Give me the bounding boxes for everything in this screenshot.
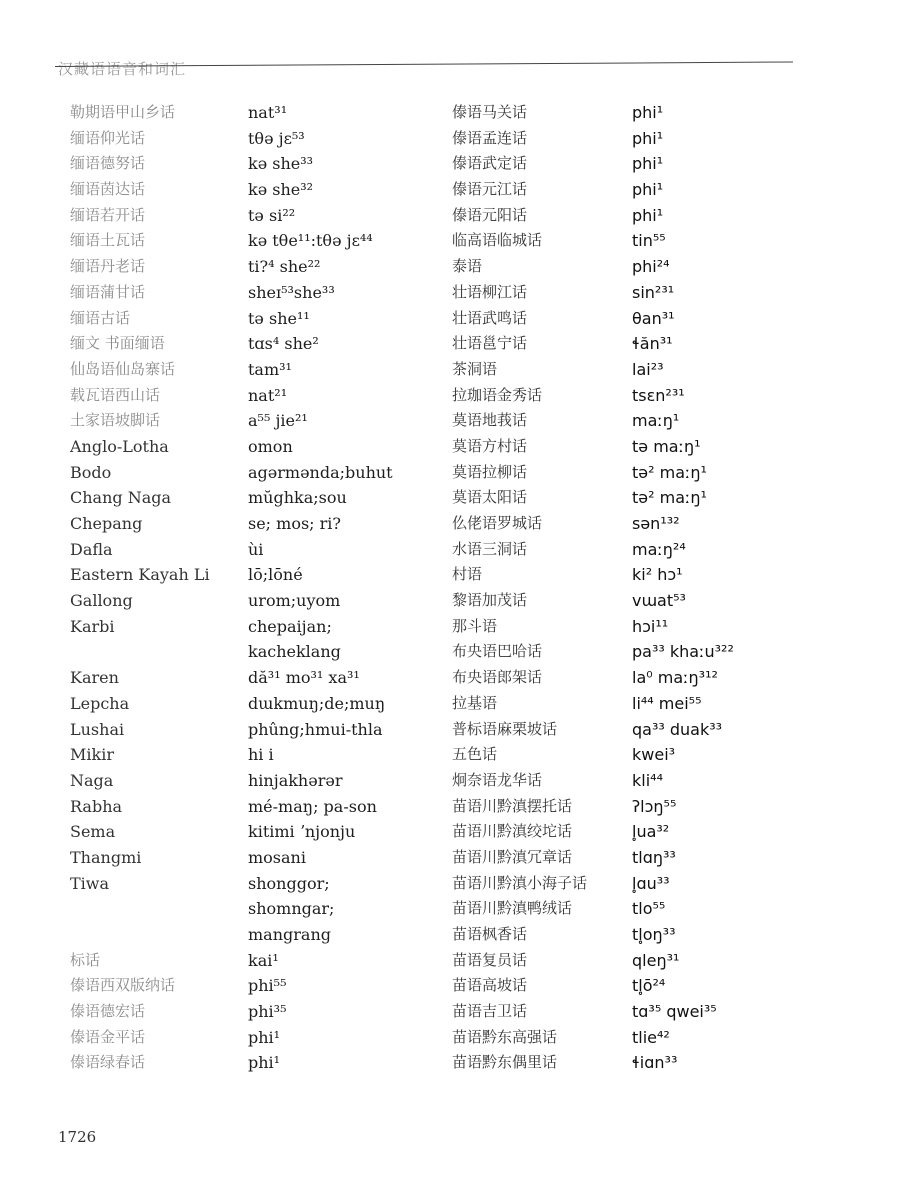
- word-form: kitimi ʼnjonju: [248, 822, 356, 842]
- word-form: tl̥oŋ³³: [632, 925, 676, 944]
- language-name: 傣语孟连话: [452, 128, 528, 147]
- language-name: 土家语坡脚话: [70, 411, 161, 430]
- language-name: Anglo-Lotha: [70, 436, 169, 456]
- language-name: 壮语柳江话: [452, 282, 528, 301]
- language-name: 傣语元江话: [452, 180, 528, 199]
- word-form: phi¹: [248, 1053, 281, 1073]
- word-form: sheɪ⁵³she³³: [248, 282, 335, 302]
- word-form: mosani: [248, 847, 306, 867]
- word-form: l̥ɑu³³: [632, 873, 670, 893]
- language-name: Chepang: [70, 514, 143, 533]
- language-name: 缅语若开话: [70, 205, 146, 224]
- word-form: tə she¹¹: [248, 308, 310, 328]
- word-form: kli⁴⁴: [632, 770, 663, 790]
- language-name: Thangmi: [70, 847, 142, 867]
- language-name: 苗语枫香话: [452, 925, 528, 943]
- word-form: nat³¹: [248, 103, 288, 122]
- word-form: ɬăn³¹: [632, 334, 673, 354]
- word-form: tɑs⁴ she²: [248, 334, 319, 354]
- language-name: 缅语德努话: [70, 154, 146, 173]
- language-name: Mikir: [70, 745, 114, 765]
- word-form: tsɛn²³¹: [632, 385, 685, 405]
- word-form: qa³³ duak³³: [632, 719, 723, 739]
- language-name: Eastern Kayah Li: [70, 565, 210, 585]
- word-form: lō;lōné: [248, 565, 303, 585]
- word-form: kə she³³: [248, 154, 314, 174]
- language-name: 苗语黔东高强话: [452, 1027, 558, 1046]
- left-language-column: [70, 100, 240, 1076]
- language-name: Rabha: [70, 796, 123, 816]
- language-name: 莫语拉柳话: [452, 462, 528, 481]
- language-name: Gallong: [70, 591, 133, 611]
- language-name: 苗语川黔滇冗章话: [452, 847, 573, 866]
- language-name: [70, 922, 240, 948]
- word-form: dă³¹ mo³¹ xa³¹: [248, 668, 360, 688]
- right-language-column: [452, 100, 622, 1076]
- language-name: 缅语古话: [70, 308, 131, 327]
- word-form: tθə jɛ⁵³: [248, 128, 305, 148]
- word-form: phi²⁴: [632, 257, 670, 277]
- language-name: Bodo: [70, 462, 112, 482]
- language-name: [70, 639, 240, 665]
- word-form: phi¹: [632, 205, 664, 225]
- running-header: 汉藏语语音和词汇: [58, 60, 187, 78]
- word-form: tə² maːŋ¹: [632, 462, 707, 482]
- language-name: 苗语川黔滇鸭绒话: [452, 899, 573, 918]
- language-name: 黎语加茂话: [452, 591, 528, 610]
- language-name: 那斗语: [452, 616, 498, 635]
- word-form: tlie⁴²: [632, 1027, 670, 1047]
- word-form: lai²³: [632, 359, 664, 379]
- word-form: θan³¹: [632, 308, 675, 328]
- word-form: la⁰ maːŋ³¹²: [632, 668, 718, 688]
- language-name: 临高语临城话: [452, 231, 543, 250]
- language-name: 傣语金平话: [70, 1027, 146, 1046]
- language-name: 苗语川黔滇绞坨话: [452, 822, 573, 841]
- language-name: 苗语黔东偶里话: [452, 1053, 558, 1072]
- language-name: 缅文 书面缅语: [70, 334, 165, 353]
- word-form: l̥ua³²: [632, 822, 670, 842]
- language-name: 茶洞语: [452, 359, 498, 378]
- language-name: 勒期语甲山乡话: [70, 103, 176, 121]
- language-name: Lushai: [70, 719, 125, 739]
- word-form: tə maːŋ¹: [632, 436, 701, 456]
- language-name: Dafla: [70, 539, 113, 559]
- word-form: mangrang: [248, 925, 331, 944]
- language-name: 标话: [70, 950, 101, 969]
- word-form: pa³³ khaːu³²²: [632, 642, 734, 662]
- language-name: 仙岛语仙岛寨话: [70, 359, 176, 378]
- word-form: kacheklang: [248, 642, 341, 662]
- word-form: sin²³¹: [632, 282, 675, 302]
- page-number: 1726: [58, 1128, 97, 1146]
- word-form: ɬiɑn³³: [632, 1053, 678, 1073]
- language-name: Chang Naga: [70, 488, 172, 508]
- left-word-column: [248, 100, 448, 1076]
- word-form: ùi: [248, 539, 264, 559]
- word-form: shomngar;: [248, 899, 335, 919]
- language-name: 壮语邕宁话: [452, 334, 528, 353]
- language-name: 壮语武鸣话: [452, 308, 528, 327]
- word-form: phûng;hmui-thla: [248, 719, 383, 739]
- word-form: shonggor;: [248, 873, 330, 893]
- word-form: maːŋ²⁴: [632, 539, 686, 559]
- language-name: 傣语马关话: [452, 103, 528, 121]
- word-form: se; mos; ri?: [248, 514, 341, 533]
- language-name: 水语三洞话: [452, 539, 528, 558]
- language-name: 苗语川黔滇小海子话: [452, 873, 588, 892]
- word-form: vɯat⁵³: [632, 591, 686, 611]
- language-name: 苗语吉卫话: [452, 1002, 528, 1021]
- word-form: kai¹: [248, 950, 279, 970]
- language-name: 苗语川黔滇摆托话: [452, 796, 573, 815]
- word-form: tlo⁵⁵: [632, 899, 666, 919]
- language-name: [70, 896, 240, 922]
- language-name: 莫语太阳话: [452, 488, 528, 507]
- language-name: 缅语蒲甘话: [70, 282, 146, 301]
- language-name: Karbi: [70, 616, 115, 636]
- word-form: sən¹³²: [632, 514, 680, 533]
- word-form: kwei³: [632, 745, 676, 765]
- language-name: 傣语武定话: [452, 154, 528, 173]
- language-name: 拉基语: [452, 693, 498, 712]
- word-form: a⁵⁵ jie²¹: [248, 411, 308, 431]
- word-form: qleŋ³¹: [632, 950, 680, 970]
- language-name: Tiwa: [70, 873, 110, 893]
- language-name: 村语: [452, 565, 483, 584]
- language-name: 缅语仰光话: [70, 128, 146, 147]
- word-form: agərmənda;buhut: [248, 462, 393, 482]
- word-form: phi¹: [632, 154, 664, 174]
- language-name: 普标语麻栗坡话: [452, 719, 558, 738]
- language-name: 仫佬语罗城话: [452, 514, 543, 532]
- word-form: tin⁵⁵: [632, 231, 666, 251]
- language-name: 布央语巴哈话: [452, 642, 543, 661]
- language-name: 苗语高坡话: [452, 976, 528, 995]
- language-name: 布央语郎架话: [452, 668, 543, 687]
- word-form: urom;uyom: [248, 591, 341, 611]
- word-form: tə si²²: [248, 205, 296, 225]
- word-form: hɔi¹¹: [632, 616, 669, 636]
- word-form: kə she³²: [248, 180, 314, 200]
- word-form: li⁴⁴ mei⁵⁵: [632, 693, 702, 713]
- word-form: mé-maŋ; pa-son: [248, 796, 377, 816]
- word-form: phi¹: [632, 103, 664, 122]
- language-name: 莫语方村话: [452, 436, 528, 455]
- language-name: 炯奈语龙华话: [452, 770, 543, 789]
- word-form: omon: [248, 436, 293, 456]
- language-name: 傣语绿春话: [70, 1053, 146, 1072]
- language-name: 缅语土瓦话: [70, 231, 146, 250]
- language-name: 五色话: [452, 745, 498, 764]
- language-name: Karen: [70, 668, 119, 688]
- word-form: hi i: [248, 745, 274, 765]
- word-form: nat²¹: [248, 385, 288, 405]
- word-form: phi⁵⁵: [248, 976, 287, 996]
- language-name: 傣语德宏话: [70, 1002, 146, 1021]
- word-form: tɑ³⁵ qwei³⁵: [632, 1002, 717, 1022]
- language-name: 傣语西双版纳话: [70, 976, 176, 995]
- word-form: tl̥ō²⁴: [632, 976, 666, 996]
- word-form: ki² hɔ¹: [632, 565, 683, 585]
- language-name: 苗语复员话: [452, 950, 528, 969]
- word-form: kə tθe¹¹:tθə jɛ⁴⁴: [248, 231, 373, 251]
- word-form: phi³⁵: [248, 1002, 287, 1022]
- word-form: dɯkmuŋ;de;muŋ: [248, 693, 386, 713]
- word-form: tə² maːŋ¹: [632, 488, 707, 508]
- word-form: tlɑŋ³³: [632, 847, 676, 867]
- language-name: 拉珈语金秀话: [452, 385, 543, 404]
- language-name: Naga: [70, 770, 114, 790]
- word-form: mŭghka;sou: [248, 488, 347, 508]
- language-name: 缅语茵达话: [70, 180, 146, 199]
- word-form: phi¹: [248, 1027, 281, 1047]
- word-form: tam³¹: [248, 359, 292, 379]
- word-form: chepaijan;: [248, 616, 332, 636]
- word-form: ti?⁴ she²²: [248, 257, 321, 277]
- language-name: 莫语地莪话: [452, 411, 528, 430]
- language-name: Lepcha: [70, 693, 130, 713]
- word-form: ʔlɔŋ⁵⁵: [632, 796, 677, 816]
- word-form: hinjakhərər: [248, 770, 343, 790]
- language-name: 傣语元阳话: [452, 205, 528, 224]
- right-word-column: [632, 100, 832, 1076]
- word-form: maːŋ¹: [632, 411, 680, 431]
- word-form: phi¹: [632, 180, 664, 200]
- word-form: phi¹: [632, 128, 664, 148]
- language-name: 载瓦语西山话: [70, 385, 161, 404]
- language-name: 泰语: [452, 257, 483, 276]
- language-name: Sema: [70, 822, 116, 842]
- language-name: 缅语丹老话: [70, 257, 146, 276]
